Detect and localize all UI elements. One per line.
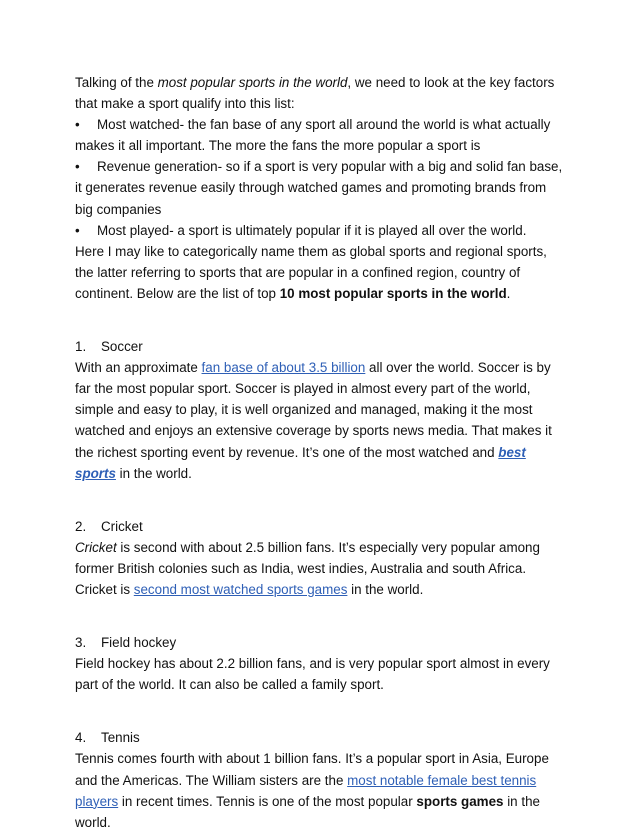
section-body-soccer xyxy=(75,357,567,484)
intro-emphasis: most popular sports in the world xyxy=(157,75,348,90)
cricket-text-2: in the world. xyxy=(347,581,424,597)
spacer xyxy=(75,600,567,632)
cricket-emphasis: Cricket xyxy=(75,539,117,555)
section-body-hockey xyxy=(75,653,567,695)
bullet-icon: • xyxy=(75,222,80,238)
section-title: Field hockey xyxy=(101,635,177,651)
section-heading-soccer xyxy=(75,336,567,357)
bullet-item xyxy=(75,114,567,156)
bullet-icon: • xyxy=(75,117,80,133)
spacer xyxy=(75,695,567,727)
intro-text-a: Talking of the xyxy=(75,75,158,90)
intro2-strong: 10 most popular sports in the world xyxy=(279,285,507,301)
section-heading-hockey xyxy=(75,632,567,653)
soccer-text-1: With an approximate xyxy=(75,360,202,376)
cricket-text-1: is second with about 2.5 billion fans. It’s especially very popular among former British colonies such as India, west indies, Australia and south Africa. Cricket is xyxy=(75,539,540,597)
section-title: Cricket xyxy=(101,518,143,534)
best-sports-link[interactable]: best sports xyxy=(75,444,526,481)
hockey-text: Field hockey has about 2.2 billion fans, and is very popular sport almost in every part of the world. It can also be called a family sport. xyxy=(75,656,550,693)
section-body-cricket xyxy=(75,537,567,600)
spacer xyxy=(75,484,567,516)
section-heading-tennis xyxy=(75,727,567,748)
bullet-item xyxy=(75,156,567,219)
section-title: Tennis xyxy=(101,730,140,746)
tennis-text-2: in recent times. Tennis is one of the most popular xyxy=(118,793,417,809)
tennis-text-3: in the world. xyxy=(75,793,540,830)
bullet-text: Most watched- the fan base of any sport all around the world is what actually makes it all important. The more the fans the more popular a sport is xyxy=(75,117,551,154)
tennis-strong: sports games xyxy=(416,793,504,809)
intro-paragraph xyxy=(75,72,567,114)
section-number: 3. xyxy=(75,635,87,651)
section-number: 2. xyxy=(75,518,87,534)
section-heading-cricket xyxy=(75,516,567,537)
document-page xyxy=(75,72,567,833)
intro2-text-b: . xyxy=(506,285,511,301)
section-body-tennis xyxy=(75,748,567,832)
soccer-text-3: in the world. xyxy=(115,465,192,481)
soccer-text-2: all over the world. Soccer is by far the most popular sport. Soccer is played in almost every part of the world, simple and easy to play, it is well organized and managed, making it the most watched and enjoys an extensive coverage by sports news media. That makes it the richest sporting event by revenue. It’s one of the most watched and xyxy=(75,360,552,460)
bullet-icon: • xyxy=(75,159,80,175)
section-title: Soccer xyxy=(101,339,143,355)
intro-text-b: , we need to look at the key factors that make a sport qualify into this list: xyxy=(75,75,555,112)
intro-paragraph-2 xyxy=(75,241,567,304)
fan-base-link[interactable]: fan base of about 3.5 billion xyxy=(201,360,366,376)
section-number: 1. xyxy=(75,339,87,355)
bullet-item xyxy=(75,220,567,241)
spacer xyxy=(75,304,567,336)
bullet-text: Most played- a sport is ultimately popular if it is played all over the world. xyxy=(97,222,527,238)
intro2-text-a: Here I may like to categorically name them as global sports and regional sports, the latter referring to sports that are popular in a confined region, country of continent. Below are the list of top xyxy=(75,243,547,301)
second-most-watched-link[interactable]: second most watched sports games xyxy=(133,581,348,597)
section-number: 4. xyxy=(75,730,87,746)
female-tennis-players-link[interactable]: most notable female best tennis players xyxy=(75,772,537,809)
bullet-text: Revenue generation- so if a sport is very popular with a big and solid fan base, it generates revenue easily through watched games and promoting brands from big companies xyxy=(75,159,563,217)
tennis-text-1: Tennis comes fourth with about 1 billion fans. It’s a popular sport in Asia, Europe and the Americas. The William sisters are the xyxy=(75,751,549,788)
